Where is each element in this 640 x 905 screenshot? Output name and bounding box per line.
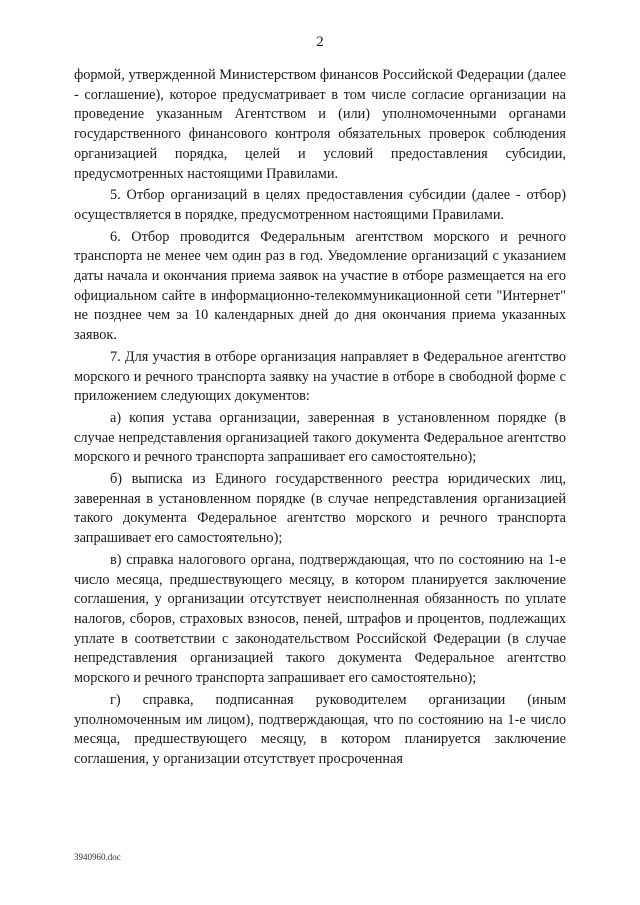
page-number: 2: [316, 34, 324, 50]
paragraph-item-5: 5. Отбор организаций в целях предоставления субсидии (далее - отбор) осуществляется в порядке, предусмотренном настоящими Правилами.: [74, 187, 566, 223]
paragraph-subitem-g: г) справка, подписанная руководителем организации (иным уполномоченным им лицом), подтверждающая, что по состоянию на 1-е число месяца, предшествующего месяцу, в котором планируется заключение соглашения, у организации отсутствует просроченная: [74, 691, 566, 767]
document-body: [74, 66, 566, 772]
paragraph-item-6: 6. Отбор проводится Федеральным агентством морского и речного транспорта не менее чем один раз в год. Уведомление организаций с указанием даты начала и окончания приема заявок на участие в отборе размещается на его официальном сайте в информационно-телекоммуникационной сети "Интернет" не позднее чем за 10 календарных дней до дня окончания приема указанных заявок.: [74, 228, 566, 344]
footer-filename: 3940960.doc: [74, 852, 121, 862]
paragraph-subitem-v: в) справка налогового органа, подтверждающая, что по состоянию на 1-е число месяца, предшествующего месяцу, в котором планируется заключение соглашения, у организации отсутствует неисполненная обязанность по уплате налогов, сборов, страховых взносов, пеней, штрафов и процентов, подлежащих уплате в соответствии с законодательством Российской Федерации (в случае непредставления организацией такого документа Федеральное агентство морского и речного транспорта запрашивает его самостоятельно);: [74, 551, 566, 687]
paragraph-subitem-b: б) выписка из Единого государственного реестра юридических лиц, заверенная в установленном порядке (в случае непредставления организацией такого документа Федеральное агентство морского и речного транспорта запрашивает его самостоятельно);: [74, 471, 566, 547]
paragraph-continuation: формой, утвержденной Министерством финансов Российской Федерации (далее - соглашение), которое предусматривает в том числе согласие организации на проведение указанным Агентством и (или) уполномоченными органами государственного финансового контроля обязательных проверок соблюдения организацией порядка, целей и условий предоставления субсидии, предусмотренных настоящими Правилами.: [74, 67, 566, 182]
paragraph-item-7: 7. Для участия в отборе организация направляет в Федеральное агентство морского и речного транспорта заявку на участие в отборе в свободной форме с приложением следующих документов:: [74, 348, 566, 405]
paragraph-subitem-a: а) копия устава организации, заверенная в установленном порядке (в случае непредставления организацией такого документа Федеральное агентство морского и речного транспорта запрашивает его самостоятельно);: [74, 409, 566, 466]
